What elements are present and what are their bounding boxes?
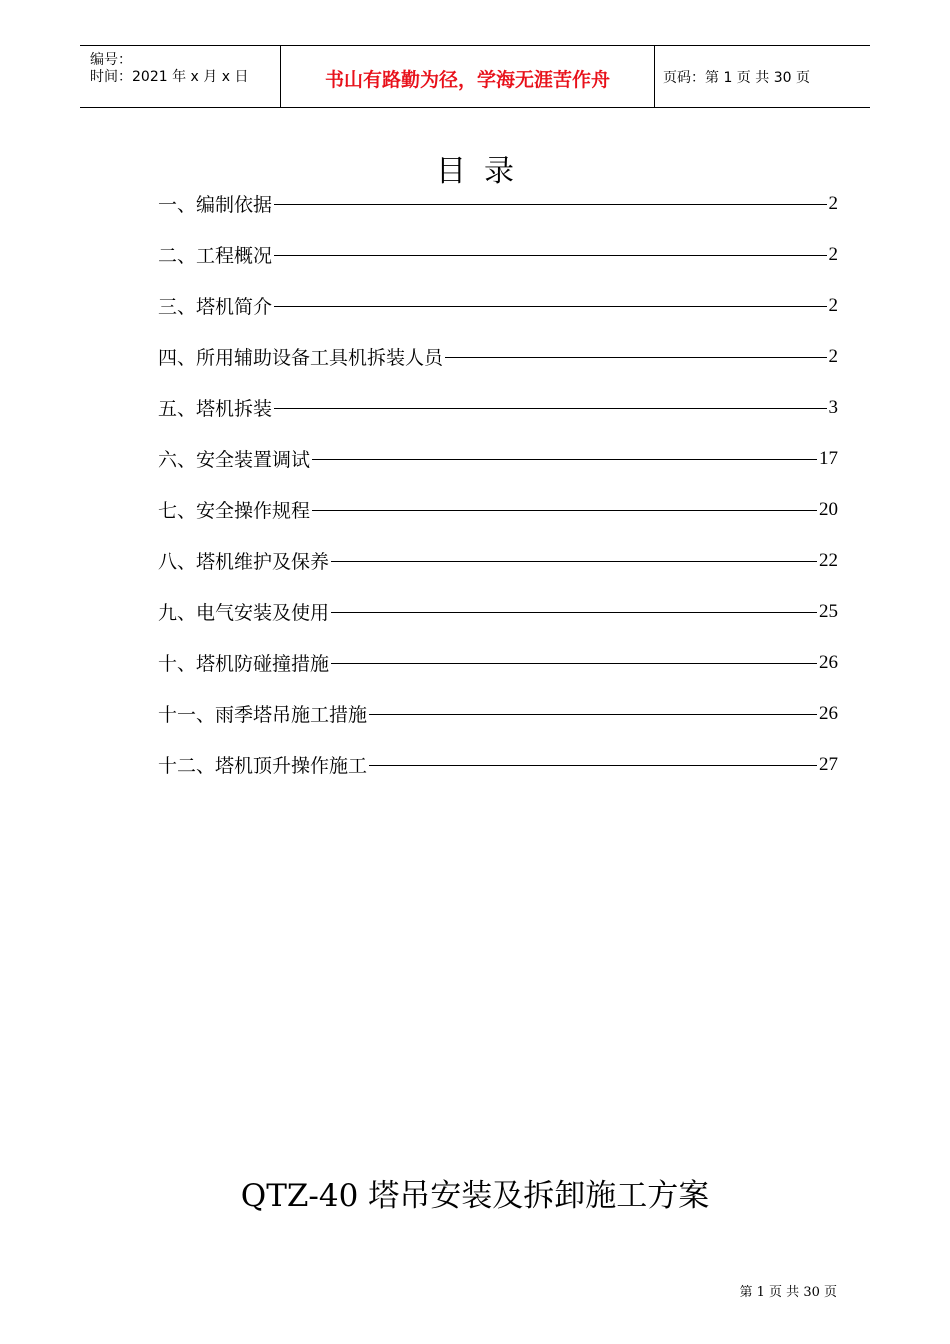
toc-item-page: 17 bbox=[819, 447, 838, 469]
time-label: 时间：2021 年 x 月 x 日 bbox=[90, 69, 249, 85]
page-footer: 第 1 页 共 30 页 bbox=[739, 1285, 837, 1300]
toc-item-page: 2 bbox=[828, 243, 838, 265]
toc-item[interactable] bbox=[158, 586, 838, 637]
toc-title: 目录 bbox=[436, 154, 532, 189]
toc-leader bbox=[331, 561, 817, 562]
toc-item[interactable] bbox=[158, 739, 838, 790]
toc-item-label: 六、安全装置调试 bbox=[158, 449, 311, 471]
header-meta bbox=[80, 46, 280, 107]
toc-leader bbox=[331, 612, 817, 613]
toc-item-label: 十二、塔机顶升操作施工 bbox=[158, 755, 368, 777]
toc-item[interactable] bbox=[158, 331, 838, 382]
toc-item-label: 九、电气安装及使用 bbox=[158, 602, 330, 624]
toc-item-label: 五、塔机拆装 bbox=[158, 398, 273, 420]
toc-item[interactable] bbox=[158, 535, 838, 586]
toc-item-page: 25 bbox=[819, 600, 838, 622]
table-of-contents bbox=[158, 178, 838, 790]
toc-item-label: 三、塔机简介 bbox=[158, 296, 273, 318]
document-title: QTZ-40 塔吊安装及拆卸施工方案 bbox=[240, 1178, 710, 1214]
toc-leader bbox=[274, 204, 826, 205]
toc-item-page: 2 bbox=[828, 345, 838, 367]
toc-item-page: 27 bbox=[819, 753, 838, 775]
toc-leader bbox=[331, 663, 817, 664]
toc-leader bbox=[369, 714, 817, 715]
toc-item-label: 一、编制依据 bbox=[158, 194, 273, 216]
header-page-info: 页码：第 1 页 共 30 页 bbox=[663, 69, 810, 86]
toc-item-label: 四、所用辅助设备工具机拆装人员 bbox=[158, 347, 444, 369]
toc-item-label: 七、安全操作规程 bbox=[158, 500, 311, 522]
toc-item-page: 26 bbox=[819, 651, 838, 673]
toc-item-label: 二、工程概况 bbox=[158, 245, 273, 267]
code-label: 编号： bbox=[90, 52, 132, 68]
toc-item-page: 20 bbox=[819, 498, 838, 520]
toc-item-label: 八、塔机维护及保养 bbox=[158, 551, 330, 573]
toc-leader bbox=[274, 408, 826, 409]
toc-leader bbox=[445, 357, 826, 358]
toc-item[interactable] bbox=[158, 382, 838, 433]
toc-item[interactable] bbox=[158, 637, 838, 688]
toc-item[interactable] bbox=[158, 229, 838, 280]
header-motto: 书山有路勤为径，学海无涯苦作舟 bbox=[280, 46, 655, 107]
toc-item-page: 2 bbox=[828, 294, 838, 316]
toc-item-page: 3 bbox=[828, 396, 838, 418]
toc-item-label: 十、塔机防碰撞措施 bbox=[158, 653, 330, 675]
toc-leader bbox=[312, 459, 817, 460]
toc-item[interactable] bbox=[158, 178, 838, 229]
toc-item[interactable] bbox=[158, 688, 838, 739]
toc-leader bbox=[369, 765, 817, 766]
toc-item-page: 2 bbox=[828, 192, 838, 214]
toc-leader bbox=[274, 255, 826, 256]
toc-item-page: 22 bbox=[819, 549, 838, 571]
toc-item[interactable] bbox=[158, 484, 838, 535]
toc-leader bbox=[274, 306, 826, 307]
toc-item[interactable] bbox=[158, 280, 838, 331]
toc-item[interactable] bbox=[158, 433, 838, 484]
page-header bbox=[80, 45, 870, 108]
toc-leader bbox=[312, 510, 817, 511]
toc-item-label: 十一、雨季塔吊施工措施 bbox=[158, 704, 368, 726]
toc-item-page: 26 bbox=[819, 702, 838, 724]
